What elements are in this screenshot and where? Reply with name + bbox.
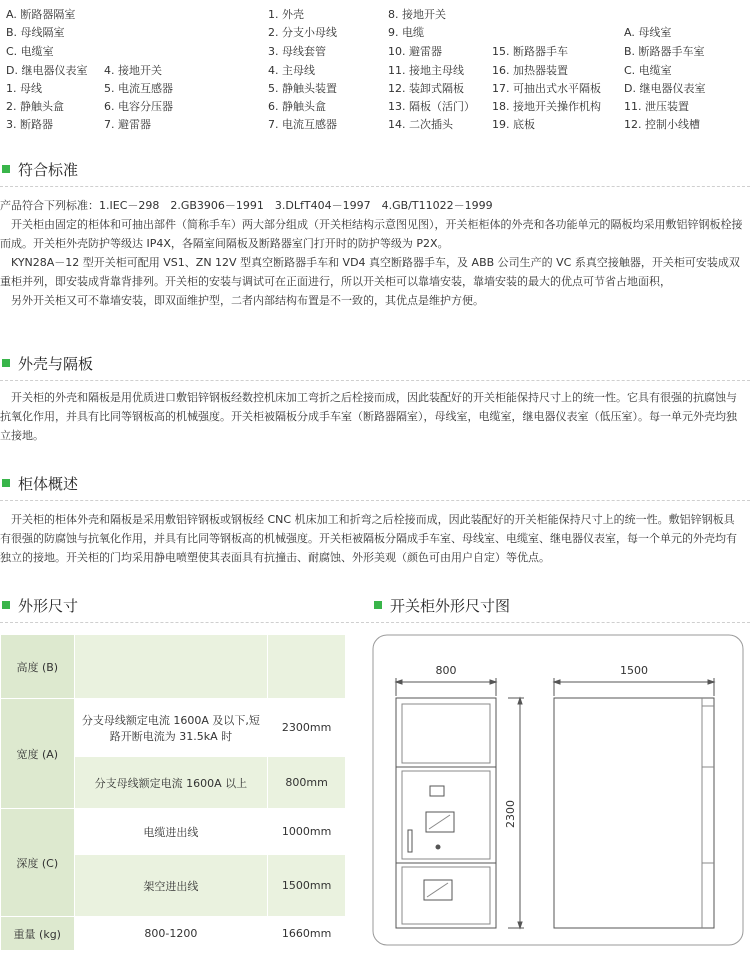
divider <box>0 500 750 501</box>
legend-item: 19. 底板 <box>492 118 535 131</box>
dimensions-table <box>0 634 346 951</box>
legend-item: 11. 接地主母线 <box>388 64 464 77</box>
row-label: 宽度 (A) <box>1 699 75 809</box>
section-heading-shell: 外壳与隔板 <box>0 352 93 374</box>
table-cell: 1500mm <box>268 855 346 917</box>
legend-item: 17. 可抽出式水平隔板 <box>492 82 601 95</box>
front-width-label: 800 <box>435 664 457 677</box>
table-cell: 800mm <box>268 757 346 809</box>
standards-text <box>0 196 744 310</box>
legend-item: 2. 静触头盒 <box>6 100 64 113</box>
paragraph: 开关柜的外壳和隔板是用优质进口敷铝锌钢板经数控机床加工弯折之后栓接而成，因此装配好的开关柜能保持尺寸上的统一性。它具有很强的抗腐蚀与抗氧化作用，并具有比同等钢板高的机械强度。开关柜被隔板分成手车室（断路器隔室），母线室，电缆室，继电器仪表室（低压室）。每一单元外壳均独立接地。 <box>0 391 737 442</box>
shell-text <box>0 388 744 445</box>
table-cell: 1660mm <box>268 917 346 951</box>
legend-item: 7. 避雷器 <box>104 118 151 131</box>
legend-item: D. 继电器仪表室 <box>624 82 706 95</box>
bullet-square-icon <box>2 601 10 609</box>
legend-item: 6. 静触头盒 <box>268 100 326 113</box>
legend-item: 3. 母线套管 <box>268 45 326 58</box>
divider <box>0 380 750 381</box>
section-heading-standards: 符合标准 <box>0 158 78 180</box>
legend-item: 8. 接地开关 <box>388 8 446 21</box>
bullet-square-icon <box>2 165 10 173</box>
divider <box>0 186 750 187</box>
legend-item: 13. 隔板（活门） <box>388 100 475 113</box>
legend-item: C. 电缆室 <box>624 64 672 77</box>
row-label: 重量 (kg) <box>1 917 75 951</box>
legend-item: 7. 电流互感器 <box>268 118 337 131</box>
legend-item: 16. 加热器装置 <box>492 64 568 77</box>
paragraph: 开关柜的柜体外壳和隔板是采用敷铝锌钢板或钢板经 CNC 机床加工和折弯之后栓接而成，因此装配好的开关柜能保持尺寸上的统一性。敷铝锌钢板具有很强的防腐蚀与抗氧化作用，并具有比同等钢板高的机械强度。开关柜被隔板分隔成手车室、母线室、电缆室、继电器仪表室，每一个单元的外壳均有独立的接地。开关柜的门均采用静电喷塑使其表面具有抗撞击、耐腐蚀、外形美观（颜色可由用户自定）等优点。 <box>0 513 737 564</box>
paragraph: 另外开关柜又可不靠墙安装，即双面维护型，二者内部结构布置是不一致的，其优点是维护方便。 <box>0 294 484 307</box>
row-label: 高度 (B) <box>1 635 75 699</box>
section-heading-dimensions: 外形尺寸 <box>0 594 78 616</box>
legend-item: 12. 装卸式隔板 <box>388 82 464 95</box>
table-row <box>1 635 346 699</box>
row-label: 深度 (C) <box>1 809 75 917</box>
table-cell: 2300mm <box>268 699 346 757</box>
legend-item: 4. 接地开关 <box>104 64 162 77</box>
legend-item: 5. 电流互感器 <box>104 82 173 95</box>
bullet-square-icon <box>374 601 382 609</box>
divider <box>0 622 750 623</box>
paragraph: KYN28A－12 型开关柜可配用 VS1、ZN 12V 型真空断路器手车和 VD4 真空断路器手车，及 ABB 公司生产的 VC 系真空接触器，开关柜可安装成双重柜并列，即安装成背靠背排列。开关柜的安装与调试可在正面进行，所以开关柜可以靠墙安装，靠墙安装的最大的优点可节省占地面积， <box>0 256 740 288</box>
legend-item: 9. 电缆 <box>388 26 424 39</box>
bullet-square-icon <box>2 359 10 367</box>
legend-item: 5. 静触头装置 <box>268 82 337 95</box>
legend-item: 11. 泄压装置 <box>624 100 689 113</box>
legend-item: A. 断路器隔室 <box>6 8 76 21</box>
legend-item: 6. 电容分压器 <box>104 100 173 113</box>
bullet-square-icon <box>2 479 10 487</box>
height-label: 2300 <box>504 800 517 828</box>
table-row <box>1 809 346 855</box>
table-cell: 1000mm <box>268 809 346 855</box>
table-cell: 分支母线额定电流 1600A 以上 <box>74 757 268 809</box>
legend-item: 12. 控制小线槽 <box>624 118 700 131</box>
legend-item: 15. 断路器手车 <box>492 45 568 58</box>
legend-item: 14. 二次插头 <box>388 118 453 131</box>
side-width-label: 1500 <box>620 664 648 677</box>
legend-item: A. 母线室 <box>624 26 672 39</box>
table-cell: 分支母线额定电流 1600A 及以下,短路开断电流为 31.5kA 时 <box>74 699 268 757</box>
overview-text <box>0 510 744 567</box>
legend-item: C. 电缆室 <box>6 45 54 58</box>
legend-item: 2. 分支小母线 <box>268 26 337 39</box>
legend <box>0 6 750 136</box>
table-cell: 800-1200 <box>74 917 268 951</box>
table-row <box>1 699 346 757</box>
section-heading-drawing: 开关柜外形尺寸图 <box>372 594 510 616</box>
legend-item: D. 继电器仪表室 <box>6 64 88 77</box>
legend-item: 3. 断路器 <box>6 118 53 131</box>
legend-item: 4. 主母线 <box>268 64 315 77</box>
legend-item: 1. 母线 <box>6 82 42 95</box>
legend-item: 1. 外壳 <box>268 8 304 21</box>
table-cell: 架空进出线 <box>74 855 268 917</box>
section-heading-overview: 柜体概述 <box>0 472 78 494</box>
legend-item: B. 断路器手车室 <box>624 45 705 58</box>
paragraph: 产品符合下列标准：1.IEC－298 2.GB3906－1991 3.DLfT404－1997 4.GB/T11022－1999 <box>0 199 493 212</box>
legend-item: 10. 避雷器 <box>388 45 442 58</box>
legend-item: B. 母线隔室 <box>6 26 65 39</box>
legend-item: 18. 接地开关操作机构 <box>492 100 601 113</box>
cabinet-dimension-drawing <box>372 634 744 946</box>
table-row <box>1 917 346 951</box>
paragraph: 开关柜由固定的柜体和可抽出部件（简称手车）两大部分组成（开关柜结构示意图见图），开关柜柜体的外壳和各功能单元的隔板均采用敷铝锌钢板栓接而成。开关柜外壳防护等级达 IP4X，各隔室间隔板及断路器室门打开时的防护等级为 P2X。 <box>0 218 743 250</box>
table-cell: 电缆进出线 <box>74 809 268 855</box>
